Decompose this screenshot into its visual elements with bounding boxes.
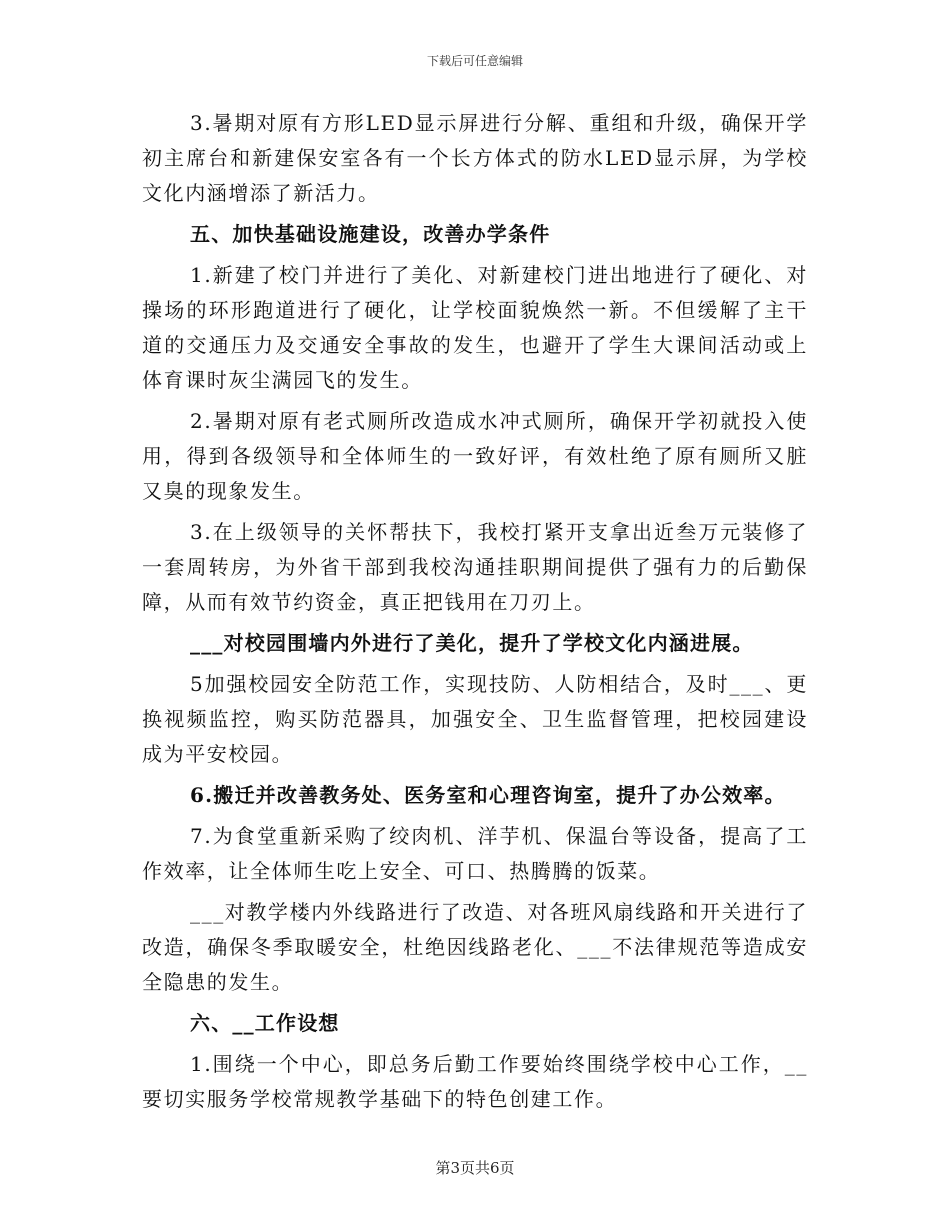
paragraph-safety: 5加强校园安全防范工作，实现技防、人防相结合，及时___、更换视频监控，购买防范器具，加强安全、卫生监督管理，把校园建设成为平安校园。 — [142, 672, 808, 766]
paragraph-toilet: 2.暑期对原有老式厕所改造成水冲式厕所，确保开学初就投入使用，得到各级领导和全体师生的一致好评，有效杜绝了原有厕所又脏又臭的现象发生。 — [142, 409, 808, 503]
page-footer: 第3页共6页 — [435, 1159, 515, 1177]
paragraph-wiring: ___对教学楼内外线路进行了改造、对各班风扇线路和开关进行了改造，确保冬季取暖安全，杜绝因线路老化、___不法律规范等造成安全隐患的发生。 — [142, 900, 808, 994]
paragraph-relocation: 6.搬迁并改善教务处、医务室和心理咨询室，提升了办公效率。 — [190, 783, 786, 807]
paragraph-school-gate: 1.新建了校门并进行了美化、对新建校门进出地进行了硬化、对操场的环形跑道进行了硬化，让学校面貌焕然一新。不但缓解了主干道的交通压力及交通安全事故的发生，也避开了学生大课间活动或上体育课时灰尘满园飞的发生。 — [142, 263, 808, 392]
paragraph-led-screen: 3.暑期对原有方形LED显示屏进行分解、重组和升级，确保开学初主席台和新建保安室各有一个长方体式的防水LED显示屏，为学校文化内涵增添了新活力。 — [142, 111, 808, 205]
paragraph-work-plan: 1.围绕一个中心，即总务后勤工作要始终围绕学校中心工作，__要切实服务学校常规教学基础下的特色创建工作。 — [142, 1052, 808, 1111]
paragraph-housing: 3.在上级领导的关怀帮扶下，我校打紧开支拿出近叁万元装修了一套周转房，为外省干部到我校沟通挂职期间提供了强有力的后勤保障，从而有效节约资金，真正把钱用在刀刃上。 — [142, 520, 808, 614]
section-heading-six: 六、__工作设想 — [190, 1011, 340, 1035]
document-body — [142, 106, 808, 1123]
paragraph-canteen: 7.为食堂重新采购了绞肉机、洋芋机、保温台等设备，提高了工作效率，让全体师生吃上安全、可口、热腾腾的饭菜。 — [142, 824, 808, 883]
paragraph-campus-wall: ___对校园围墙内外进行了美化，提升了学校文化内涵进展。 — [190, 631, 754, 655]
section-heading-five: 五、加快基础设施建设，改善办学条件 — [190, 222, 551, 246]
page-header: 下载后可任意编辑 — [426, 54, 523, 68]
